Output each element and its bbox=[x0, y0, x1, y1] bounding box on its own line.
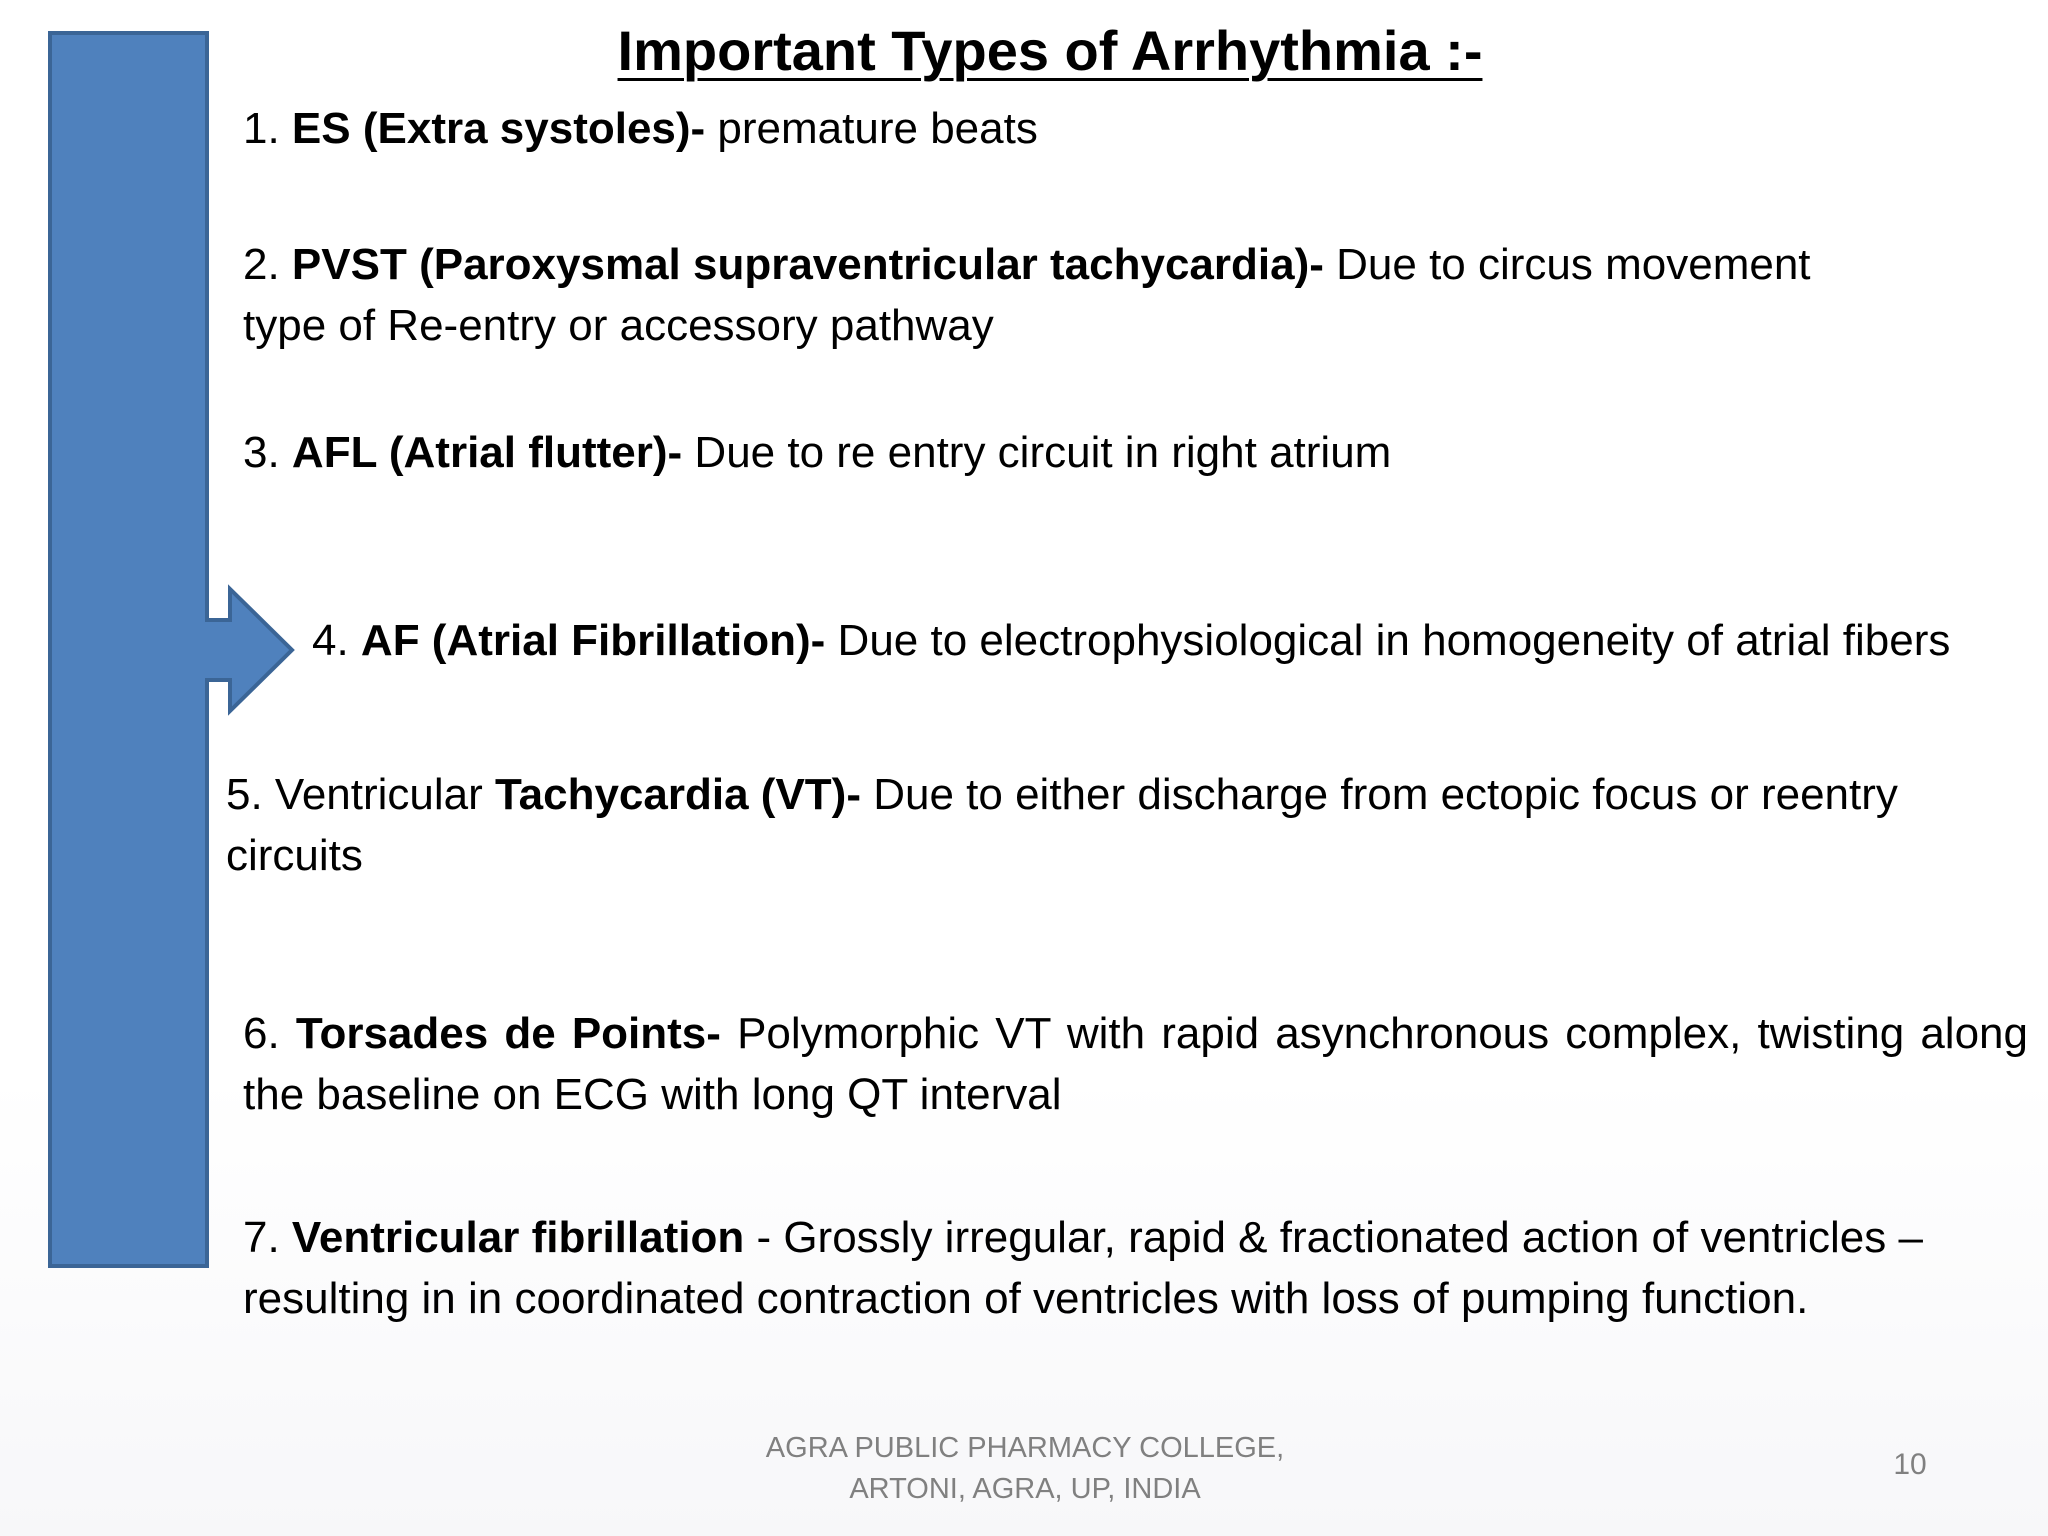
footer-line-2: ARTONI, AGRA, UP, INDIA bbox=[849, 1473, 1201, 1505]
item-3-description: Due to re entry circuit in right atrium bbox=[682, 428, 1392, 477]
list-item-4 bbox=[312, 610, 2042, 671]
item-7-description: - Grossly irregular, rapid & fractionated action of ventricles – resulting in in coordinated contraction of ventricles with loss of pumping function. bbox=[243, 1213, 1923, 1323]
item-2-number: 2. bbox=[243, 240, 292, 289]
item-4-number: 4. bbox=[312, 616, 361, 665]
item-4-description: Due to electrophysiological in homogeneity of atrial fibers bbox=[825, 616, 1951, 665]
list-item-7 bbox=[243, 1207, 2003, 1329]
item-2-term: PVST (Paroxysmal supraventricular tachycardia)- bbox=[291, 240, 1324, 289]
item-1-term: ES (Extra systoles)- bbox=[291, 104, 706, 153]
footer-line-1: AGRA PUBLIC PHARMACY COLLEGE, bbox=[765, 1432, 1285, 1464]
item-5-term: Tachycardia (VT)- bbox=[495, 770, 861, 819]
item-5-description: Due to either discharge from ectopic focus or reentry circuits bbox=[226, 770, 1898, 880]
list-item-6 bbox=[243, 1003, 2028, 1125]
slide-title: Important Types of Arrhythmia :- bbox=[617, 19, 1483, 82]
footer-institution bbox=[730, 1428, 1320, 1510]
list-item-3 bbox=[243, 422, 1963, 483]
item-7-term: Ventricular fibrillation bbox=[291, 1213, 745, 1262]
item-7-number: 7. bbox=[243, 1213, 292, 1262]
item-4-term: AF (Atrial Fibrillation)- bbox=[360, 616, 826, 665]
page-number: 10 bbox=[1893, 1448, 1927, 1481]
item-1-number: 1. bbox=[243, 104, 292, 153]
list-item-2 bbox=[243, 234, 1883, 356]
item-3-term: AFL (Atrial flutter)- bbox=[291, 428, 683, 477]
item-6-term: Torsades de Points- bbox=[295, 1009, 721, 1058]
item-2-description: Due to circus movement type of Re-entry or accessory pathway bbox=[243, 240, 1811, 350]
item-5-number: 5. Ventricular bbox=[226, 770, 496, 819]
list-item-1 bbox=[243, 98, 1963, 159]
item-6-number: 6. bbox=[243, 1009, 296, 1058]
item-6-description: Polymorphic VT with rapid asynchronous complex, twisting along the baseline on ECG with long QT interval bbox=[243, 1009, 2028, 1119]
item-3-number: 3. bbox=[243, 428, 292, 477]
list-item-5 bbox=[226, 764, 2016, 886]
item-1-description: premature beats bbox=[705, 104, 1038, 153]
